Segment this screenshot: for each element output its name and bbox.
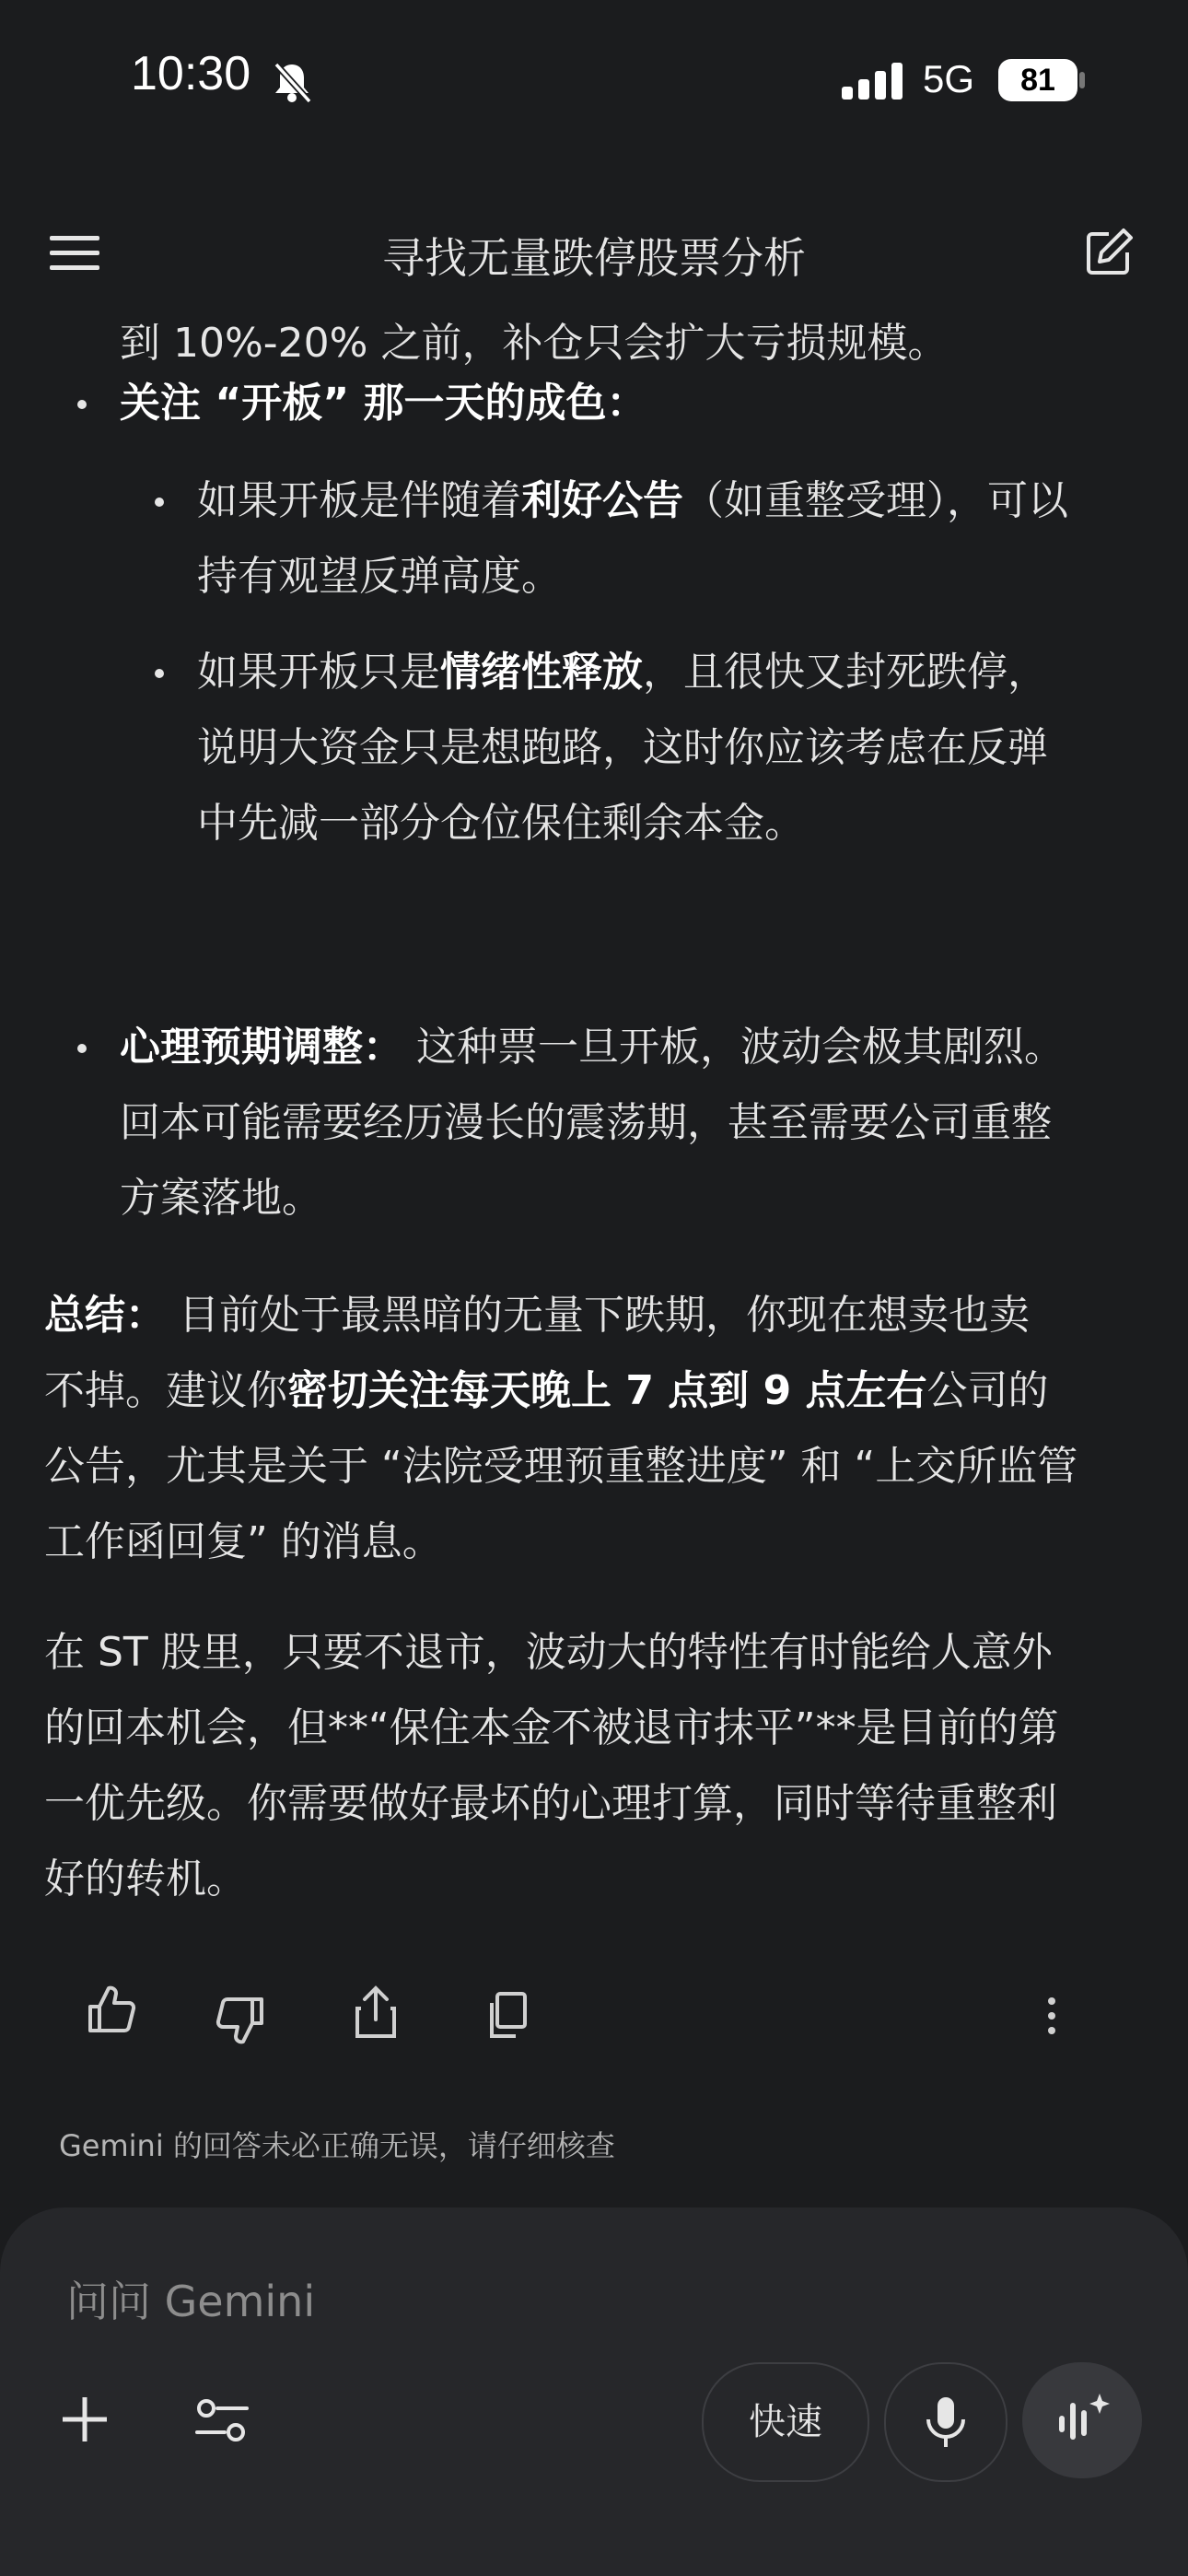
sub-bold: 利好公告	[521, 477, 683, 524]
status-bar	[0, 0, 1188, 166]
response-content	[0, 313, 1188, 2119]
page-title: 寻找无量跌停股票分析	[382, 233, 806, 283]
final-text: 一优先级。你需要做好最坏的心理打算，同时等待重整利	[44, 1780, 1057, 1827]
sub-text: 如果开板是伴随着	[197, 477, 521, 524]
list-item	[120, 1010, 1160, 1236]
bullet-text: 这种票一旦开板，波动会极其剧烈。	[403, 1024, 1065, 1071]
prompt-input[interactable]: 问问 Gemini	[66, 2277, 316, 2326]
signal-icon	[840, 63, 906, 100]
disclaimer-text: Gemini 的回答未必正确无误，请仔细核查	[59, 2128, 615, 2163]
thumbs-down-icon[interactable]	[214, 1992, 269, 2047]
sub-list-item	[197, 635, 1155, 861]
final-text: 的回本机会，但**“保住本金不被退市抹平”**是目前的第	[44, 1704, 1059, 1751]
edit-icon[interactable]	[1083, 227, 1135, 278]
live-icon	[1022, 2362, 1142, 2478]
sub-text: 持有观望反弹高度。	[197, 553, 562, 600]
share-icon[interactable]	[348, 1985, 403, 2040]
sub-text: ，且很快又封死跌停，	[643, 649, 1048, 696]
list-item	[120, 366, 646, 441]
battery-indicator: 81	[998, 59, 1077, 101]
summary-bold: 密切关注每天晚上 7 点到 9 点左右	[287, 1367, 927, 1414]
sub-bullet-dot	[155, 498, 164, 507]
plus-icon[interactable]	[57, 2392, 112, 2447]
list-item-continued: 到 10%-20% 之前，补仓只会扩大亏损规模。	[120, 320, 949, 367]
summary-text: 工作函回复” 的消息。	[44, 1518, 443, 1565]
sub-list-item	[197, 463, 1155, 615]
final-paragraph	[44, 1615, 1149, 1917]
status-time: 10:30	[131, 47, 251, 100]
mode-fast-button[interactable]: 快速	[702, 2362, 869, 2482]
final-text: 好的转机。	[44, 1856, 247, 1903]
summary-text: 不掉。建议你	[44, 1367, 287, 1414]
live-button[interactable]	[1022, 2362, 1142, 2478]
summary-text: 公告，尤其是关于 “法院受理预重整进度” 和 “上交所监管	[44, 1443, 1078, 1490]
bell-off-icon	[269, 59, 315, 105]
bullet-dot	[77, 400, 87, 409]
bullet-dot	[77, 1044, 87, 1053]
sub-text: 说明大资金只是想跑路，这时你应该考虑在反弹	[197, 724, 1048, 771]
composer	[0, 2207, 1188, 2576]
tools-icon[interactable]	[193, 2392, 252, 2451]
response-actions	[0, 1981, 1188, 2055]
sub-text: （如重整受理），可以	[683, 477, 1068, 524]
battery-tip	[1079, 72, 1085, 88]
bullet-text: 回本可能需要经历漫长的震荡期，甚至需要公司重整	[120, 1099, 1052, 1146]
sub-bold: 情绪性释放	[440, 649, 643, 696]
sub-bullet-dot	[155, 669, 164, 678]
more-vert-icon[interactable]	[1024, 1988, 1079, 2043]
summary-paragraph	[44, 1278, 1149, 1580]
summary-bold: 总结：	[44, 1292, 166, 1339]
bullet-text: 方案落地。	[120, 1175, 322, 1222]
summary-text: 目前处于最黑暗的无量下跌期，你现在想卖也卖	[166, 1292, 1030, 1339]
summary-text: 公司的	[926, 1367, 1049, 1414]
sub-text: 如果开板只是	[197, 649, 440, 696]
bullet-bold: 关注 “开板” 那一天的成色：	[120, 380, 647, 427]
app-header	[0, 193, 1188, 313]
network-label: 5G	[923, 57, 975, 100]
mic-button[interactable]	[884, 2362, 1007, 2482]
copy-icon[interactable]	[481, 1988, 536, 2043]
mic-icon	[886, 2364, 1006, 2480]
bullet-bold: 心理预期调整：	[120, 1024, 403, 1071]
thumbs-up-icon[interactable]	[83, 1983, 138, 2038]
sub-text: 中先减一部分仓位保住剩余本金。	[197, 800, 805, 847]
final-text: 在 ST 股里，只要不退市，波动大的特性有时能给人意外	[44, 1629, 1053, 1676]
